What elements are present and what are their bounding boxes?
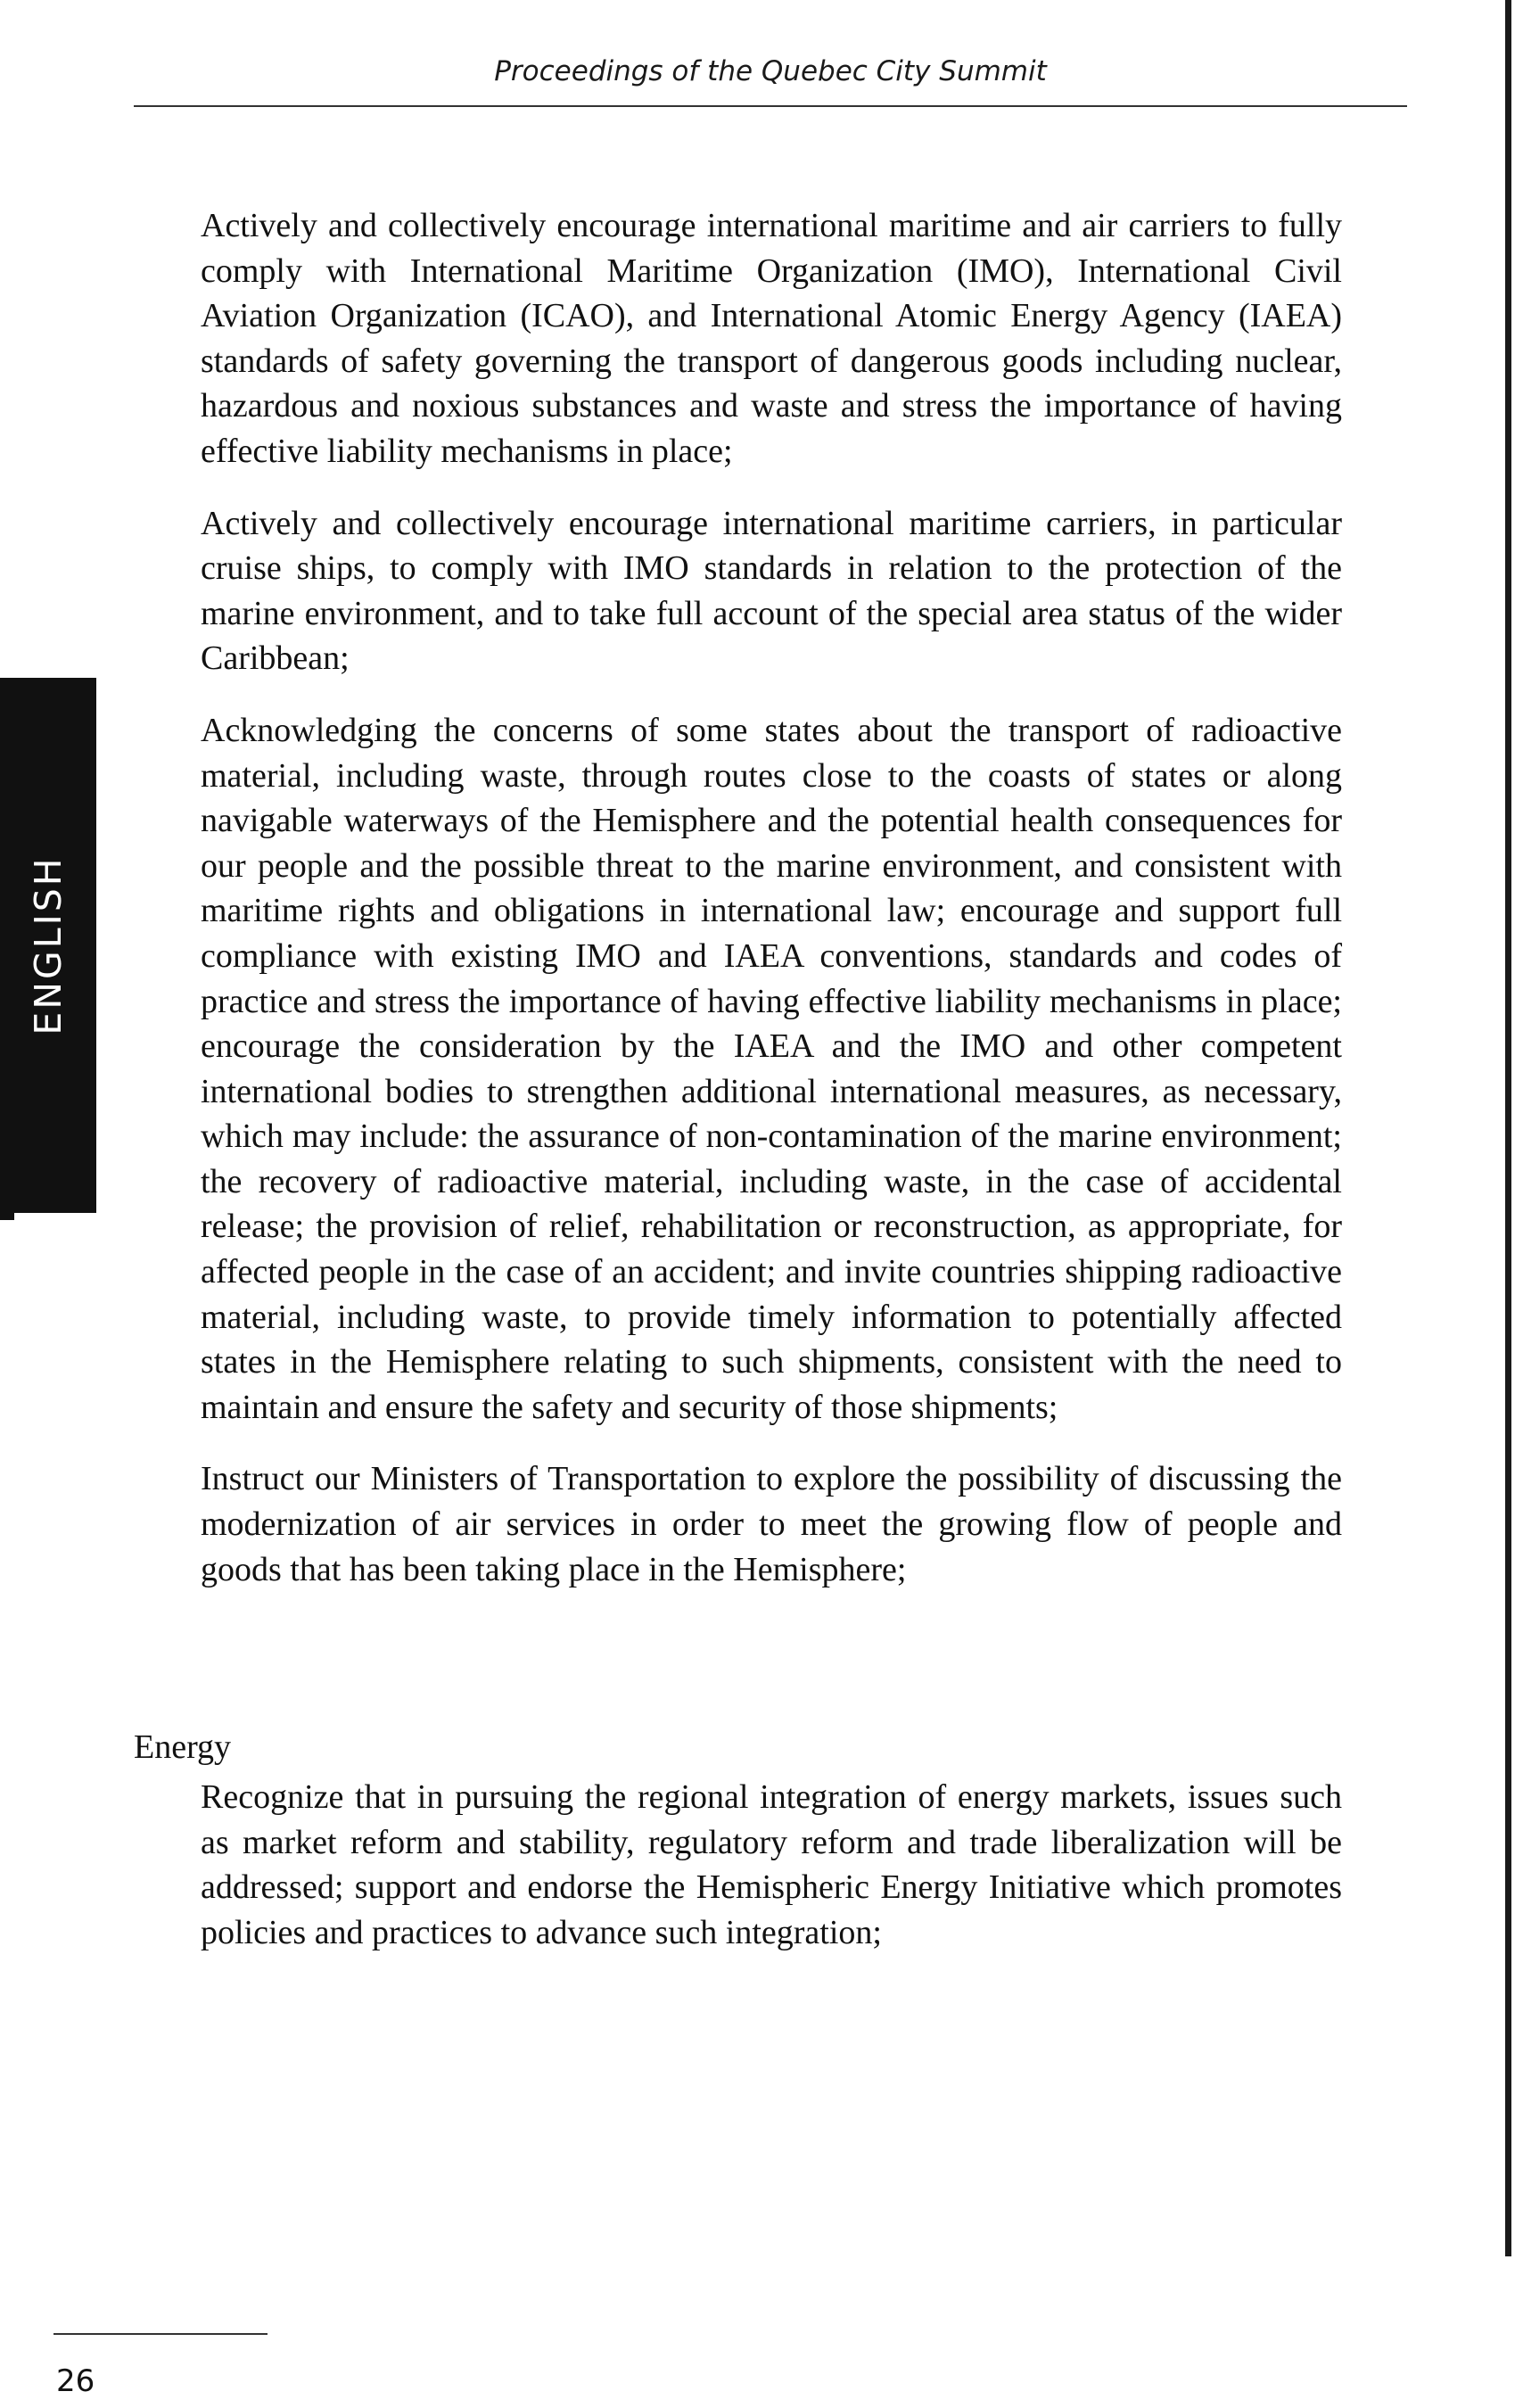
page-number: 26	[56, 2363, 95, 2399]
paragraph-carriers-standards: Actively and collectively encourage international maritime and air carriers to fully comply with International Maritime Organization (IMO), International Civil Aviation Organization (ICAO), and International Atomic Energy Agency (IAEA) standards of safety governing the transport of dangerous goods including nuclear, hazardous and noxious substances and waste and stress the importance of having effective liability mechanisms in place;	[201, 207, 1342, 470]
energy-section-body	[201, 1775, 1342, 1982]
header-rule	[134, 105, 1407, 107]
paragraph-radioactive-transport: Acknowledging the concerns of some states about the transport of radioactive material, including waste, through routes close to the coasts of states or along navigable waterways of the Hemisphere and the potential health consequences for our people and the possible threat to the marine environment, and consistent with maritime rights and obligations in international law; encourage and support full compliance with existing IMO and IAEA conventions, standards and codes of practice and stress the importance of having effective liability mechanisms in place; encourage the consideration by the IAEA and the IMO and other competent international bodies to strengthen additional international measures, as necessary, which may include: the assurance of non-contamination of the marine environment; the recovery of radioactive material, including waste, in the case of accidental release; the provision of relief, rehabilitation or reconstruction, as appropriate, for affected people in the case of an accident; and invite countries shipping radioactive material, including waste, to provide timely information to potentially affected states in the Hemisphere relating to such shipments, consistent with the need to maintain and ensure the safety and security of those shipments;	[201, 711, 1342, 1426]
paragraph-air-services: Instruct our Ministers of Transportation to explore the possibility of discussing the modernization of air services in order to meet the growing flow of people and goods that has been taking place in the Hemisphere;	[201, 1460, 1342, 1588]
page-edge-rule	[1505, 0, 1511, 2256]
paragraph-energy-integration: Recognize that in pursuing the regional integration of energy markets, issues such as market reform and stability, regulatory reform and trade liberalization will be addressed; support and endorse the Hemispheric Energy Initiative which promotes policies and practices to advance such integration;	[201, 1778, 1342, 1951]
main-body-text	[201, 203, 1342, 1619]
side-tab-accent	[0, 1211, 14, 1220]
paragraph-cruise-ships: Actively and collectively encourage international maritime carriers, in particular cruise ships, to comply with IMO standards in relation to the protection of the marine environment, and to take full account of the special area status of the wider Caribbean;	[201, 504, 1342, 678]
section-heading-energy: Energy	[134, 1728, 232, 1766]
footer-rule	[54, 2333, 268, 2335]
language-side-tab	[0, 678, 96, 1213]
language-side-tab-label: ENGLISH	[27, 855, 70, 1035]
running-header: Proceedings of the Quebec City Summit	[494, 55, 1047, 87]
